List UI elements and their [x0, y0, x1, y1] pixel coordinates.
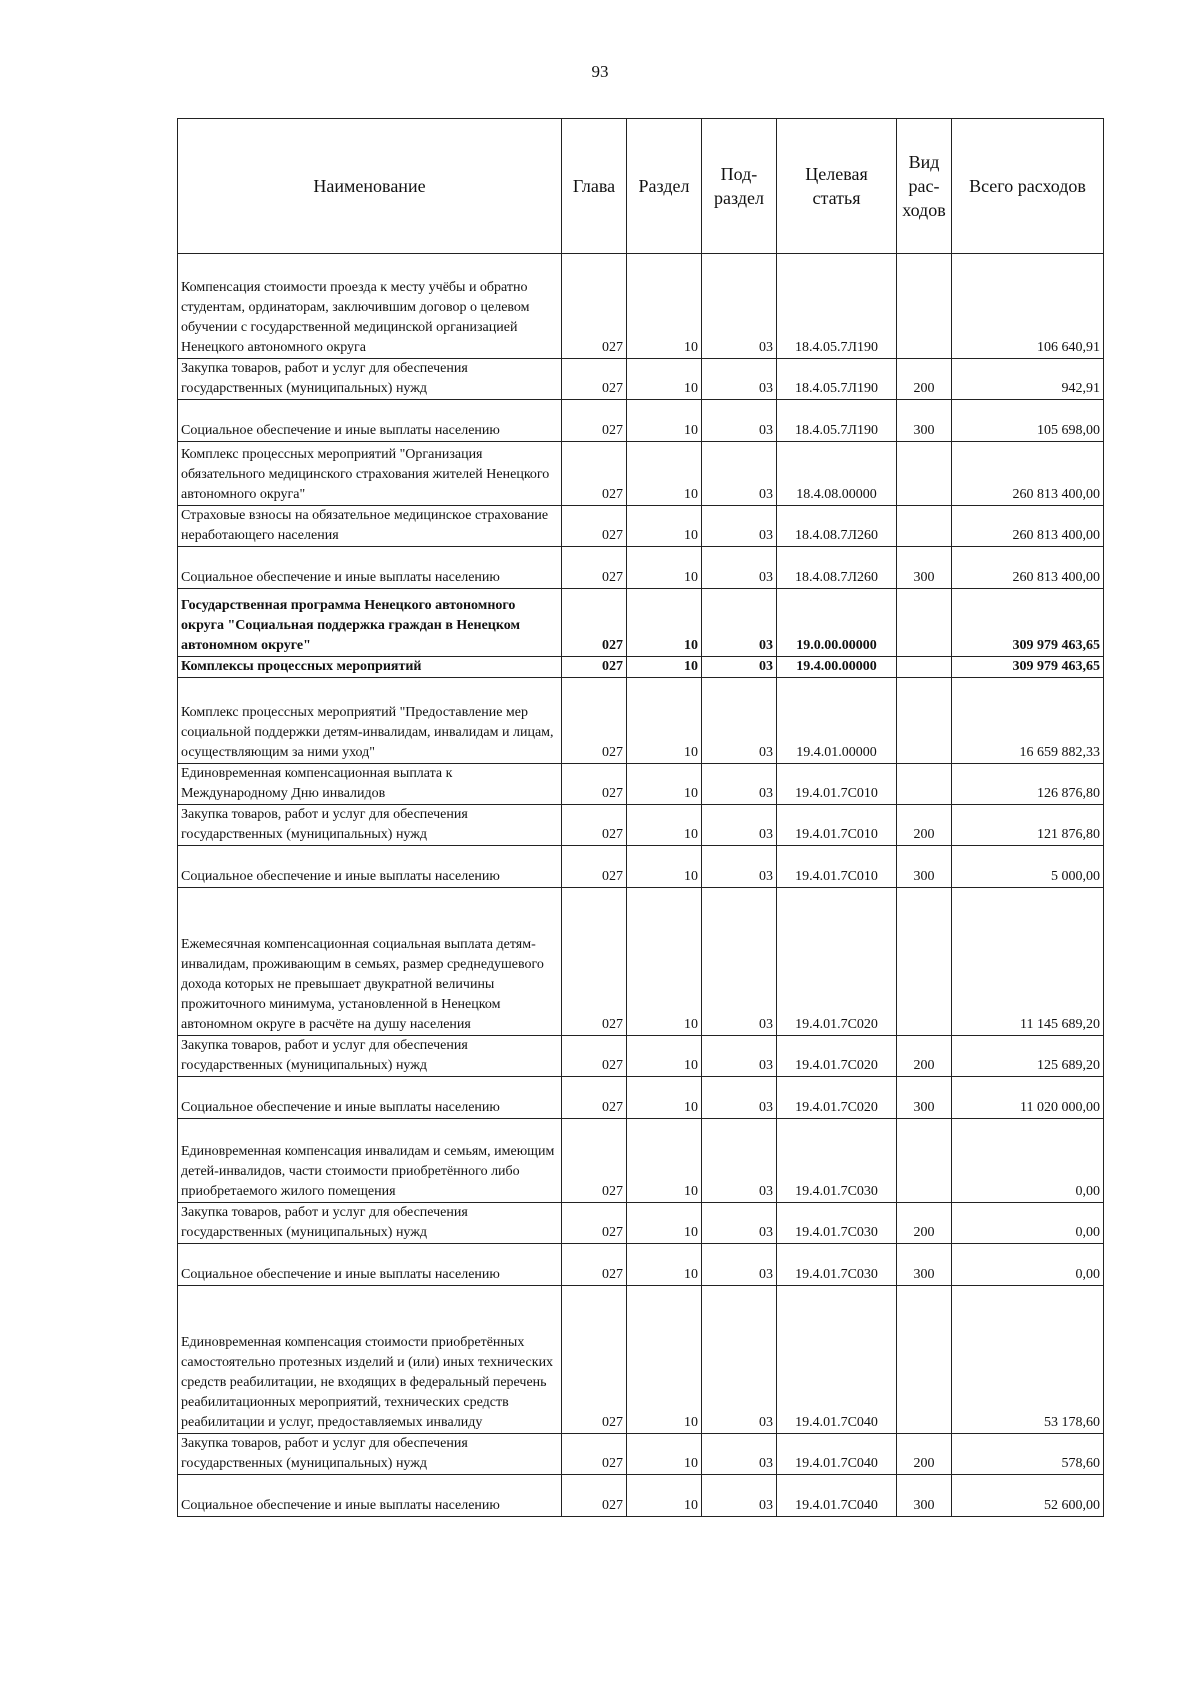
- row-target-cell: 19.4.00.00000: [777, 657, 897, 678]
- table-row: [178, 1434, 1104, 1475]
- row-name-cell: Страховые взносы на обязательное медицинское страхование неработающего населения: [178, 506, 562, 547]
- row-chapter-cell: 027: [562, 1119, 627, 1203]
- row-chapter-cell: 027: [562, 506, 627, 547]
- row-chapter-cell: 027: [562, 678, 627, 764]
- row-chapter-cell: 027: [562, 657, 627, 678]
- page-number: 93: [591, 62, 609, 81]
- row-section-cell: 10: [627, 547, 702, 589]
- table-row: [178, 506, 1104, 547]
- row-type-cell: [897, 506, 952, 547]
- row-section-cell: 10: [627, 1475, 702, 1517]
- row-subsection-cell: 03: [702, 657, 777, 678]
- row-target-cell: 19.4.01.7С020: [777, 1077, 897, 1119]
- header-target: Целевая статья: [777, 119, 897, 254]
- row-name-cell: Социальное обеспечение и иные выплаты населению: [178, 547, 562, 589]
- row-total-cell: 53 178,60: [952, 1286, 1104, 1434]
- row-name-cell: Комплекс процессных мероприятий "Предоставление мер социальной поддержки детям-инвалидам, инвалидам и лицам, осуществляющим за ними уход": [178, 678, 562, 764]
- row-target-cell: 19.4.01.7С010: [777, 846, 897, 888]
- table-row: [178, 805, 1104, 846]
- row-name-cell: Единовременная компенсационная выплата к Международному Дню инвалидов: [178, 764, 562, 805]
- header-type: Вид рас-ходов: [897, 119, 952, 254]
- row-target-cell: 19.4.01.7С030: [777, 1244, 897, 1286]
- row-subsection-cell: 03: [702, 764, 777, 805]
- row-chapter-cell: 027: [562, 1203, 627, 1244]
- row-total-cell: 105 698,00: [952, 400, 1104, 442]
- row-target-cell: 19.4.01.7С020: [777, 1036, 897, 1077]
- row-chapter-cell: 027: [562, 442, 627, 506]
- row-type-cell: [897, 657, 952, 678]
- row-target-cell: 18.4.08.00000: [777, 442, 897, 506]
- header-name: Наименование: [178, 119, 562, 254]
- row-section-cell: 10: [627, 1036, 702, 1077]
- row-section-cell: 10: [627, 400, 702, 442]
- row-chapter-cell: 027: [562, 547, 627, 589]
- table-row: [178, 1036, 1104, 1077]
- row-target-cell: 18.4.08.7Л260: [777, 506, 897, 547]
- row-chapter-cell: 027: [562, 254, 627, 359]
- row-name-cell: Комплекс процессных мероприятий "Организация обязательного медицинского страхования жителей Ненецкого автономного округа": [178, 442, 562, 506]
- row-total-cell: 260 813 400,00: [952, 506, 1104, 547]
- row-section-cell: 10: [627, 1244, 702, 1286]
- table-row: [178, 547, 1104, 589]
- table-row: [178, 254, 1104, 359]
- row-chapter-cell: 027: [562, 805, 627, 846]
- row-section-cell: 10: [627, 1203, 702, 1244]
- row-total-cell: 260 813 400,00: [952, 547, 1104, 589]
- row-subsection-cell: 03: [702, 400, 777, 442]
- row-chapter-cell: 027: [562, 764, 627, 805]
- row-total-cell: 125 689,20: [952, 1036, 1104, 1077]
- table-row: [178, 589, 1104, 657]
- header-chapter: Глава: [562, 119, 627, 254]
- row-name-cell: Закупка товаров, работ и услуг для обеспечения государственных (муниципальных) нужд: [178, 805, 562, 846]
- header-total: Всего расходов: [952, 119, 1104, 254]
- row-total-cell: 5 000,00: [952, 846, 1104, 888]
- row-target-cell: 19.4.01.00000: [777, 678, 897, 764]
- row-name-cell: Государственная программа Ненецкого автономного округа "Социальная поддержка граждан в Ненецком автономном округе": [178, 589, 562, 657]
- row-chapter-cell: 027: [562, 359, 627, 400]
- row-chapter-cell: 027: [562, 1077, 627, 1119]
- budget-table: [177, 118, 1104, 1517]
- row-target-cell: 19.4.01.7С030: [777, 1203, 897, 1244]
- table-row: [178, 657, 1104, 678]
- row-type-cell: 300: [897, 1244, 952, 1286]
- header-subsection: Под-раздел: [702, 119, 777, 254]
- row-section-cell: 10: [627, 1077, 702, 1119]
- table-row: [178, 442, 1104, 506]
- row-type-cell: [897, 764, 952, 805]
- row-subsection-cell: 03: [702, 589, 777, 657]
- row-subsection-cell: 03: [702, 888, 777, 1036]
- row-section-cell: 10: [627, 359, 702, 400]
- row-name-cell: Социальное обеспечение и иные выплаты населению: [178, 846, 562, 888]
- row-target-cell: 19.4.01.7С020: [777, 888, 897, 1036]
- row-name-cell: Социальное обеспечение и иные выплаты населению: [178, 1077, 562, 1119]
- row-section-cell: 10: [627, 846, 702, 888]
- row-total-cell: 126 876,80: [952, 764, 1104, 805]
- row-total-cell: 11 145 689,20: [952, 888, 1104, 1036]
- row-total-cell: 52 600,00: [952, 1475, 1104, 1517]
- row-type-cell: [897, 888, 952, 1036]
- row-target-cell: 19.4.01.7С010: [777, 764, 897, 805]
- row-total-cell: 121 876,80: [952, 805, 1104, 846]
- row-chapter-cell: 027: [562, 1036, 627, 1077]
- row-name-cell: Социальное обеспечение и иные выплаты населению: [178, 1475, 562, 1517]
- row-chapter-cell: 027: [562, 1286, 627, 1434]
- table-body: [178, 254, 1104, 1517]
- row-subsection-cell: 03: [702, 805, 777, 846]
- row-target-cell: 18.4.08.7Л260: [777, 547, 897, 589]
- row-target-cell: 19.4.01.7С030: [777, 1119, 897, 1203]
- row-total-cell: 11 020 000,00: [952, 1077, 1104, 1119]
- row-type-cell: 300: [897, 400, 952, 442]
- row-name-cell: Компенсация стоимости проезда к месту учёбы и обратно студентам, ординаторам, заключившим договор о целевом обучении с государственной медицинской организацией Ненецкого автономного округа: [178, 254, 562, 359]
- row-subsection-cell: 03: [702, 846, 777, 888]
- row-total-cell: 309 979 463,65: [952, 657, 1104, 678]
- row-section-cell: 10: [627, 764, 702, 805]
- row-chapter-cell: 027: [562, 400, 627, 442]
- row-target-cell: 18.4.05.7Л190: [777, 359, 897, 400]
- row-section-cell: 10: [627, 805, 702, 846]
- row-section-cell: 10: [627, 657, 702, 678]
- row-type-cell: 200: [897, 1434, 952, 1475]
- row-type-cell: [897, 1119, 952, 1203]
- row-chapter-cell: 027: [562, 1475, 627, 1517]
- row-total-cell: 0,00: [952, 1244, 1104, 1286]
- row-subsection-cell: 03: [702, 1036, 777, 1077]
- row-total-cell: 942,91: [952, 359, 1104, 400]
- row-total-cell: 0,00: [952, 1119, 1104, 1203]
- row-chapter-cell: 027: [562, 1434, 627, 1475]
- row-chapter-cell: 027: [562, 846, 627, 888]
- row-subsection-cell: 03: [702, 1203, 777, 1244]
- row-section-cell: 10: [627, 589, 702, 657]
- table-row: [178, 764, 1104, 805]
- row-section-cell: 10: [627, 1434, 702, 1475]
- table-header-row: [178, 119, 1104, 254]
- row-section-cell: 10: [627, 506, 702, 547]
- row-target-cell: 18.4.05.7Л190: [777, 400, 897, 442]
- row-section-cell: 10: [627, 254, 702, 359]
- row-chapter-cell: 027: [562, 888, 627, 1036]
- row-type-cell: [897, 1286, 952, 1434]
- row-subsection-cell: 03: [702, 1119, 777, 1203]
- header-section: Раздел: [627, 119, 702, 254]
- table-row: [178, 1077, 1104, 1119]
- table-row: [178, 1203, 1104, 1244]
- row-type-cell: 200: [897, 359, 952, 400]
- row-type-cell: [897, 678, 952, 764]
- row-subsection-cell: 03: [702, 506, 777, 547]
- table-row: [178, 1286, 1104, 1434]
- row-target-cell: 19.4.01.7С040: [777, 1286, 897, 1434]
- row-type-cell: 300: [897, 846, 952, 888]
- table-row: [178, 1475, 1104, 1517]
- row-name-cell: Единовременная компенсация стоимости приобретённых самостоятельно протезных изделий и (или) иных технических средств реабилитации, не входящих в федеральный перечень реабилитационных мероприятий, технических средств реабилитации и услуг, предоставляемых инвалиду: [178, 1286, 562, 1434]
- row-type-cell: 300: [897, 1077, 952, 1119]
- row-type-cell: 300: [897, 547, 952, 589]
- row-chapter-cell: 027: [562, 589, 627, 657]
- row-type-cell: [897, 589, 952, 657]
- row-target-cell: 19.4.01.7С040: [777, 1475, 897, 1517]
- row-chapter-cell: 027: [562, 1244, 627, 1286]
- table-row: [178, 846, 1104, 888]
- row-total-cell: 578,60: [952, 1434, 1104, 1475]
- row-section-cell: 10: [627, 442, 702, 506]
- row-subsection-cell: 03: [702, 359, 777, 400]
- row-total-cell: 106 640,91: [952, 254, 1104, 359]
- row-subsection-cell: 03: [702, 1286, 777, 1434]
- table-row: [178, 1119, 1104, 1203]
- row-subsection-cell: 03: [702, 678, 777, 764]
- row-type-cell: [897, 442, 952, 506]
- table-row: [178, 678, 1104, 764]
- row-name-cell: Закупка товаров, работ и услуг для обеспечения государственных (муниципальных) нужд: [178, 1434, 562, 1475]
- row-type-cell: 200: [897, 1203, 952, 1244]
- table-row: [178, 1244, 1104, 1286]
- row-section-cell: 10: [627, 678, 702, 764]
- row-type-cell: 200: [897, 1036, 952, 1077]
- row-subsection-cell: 03: [702, 442, 777, 506]
- row-section-cell: 10: [627, 1286, 702, 1434]
- row-total-cell: 309 979 463,65: [952, 589, 1104, 657]
- row-subsection-cell: 03: [702, 1434, 777, 1475]
- table-row: [178, 400, 1104, 442]
- row-name-cell: Социальное обеспечение и иные выплаты населению: [178, 1244, 562, 1286]
- row-target-cell: 19.4.01.7С040: [777, 1434, 897, 1475]
- row-subsection-cell: 03: [702, 1244, 777, 1286]
- row-name-cell: Социальное обеспечение и иные выплаты населению: [178, 400, 562, 442]
- row-name-cell: Закупка товаров, работ и услуг для обеспечения государственных (муниципальных) нужд: [178, 359, 562, 400]
- row-subsection-cell: 03: [702, 547, 777, 589]
- row-total-cell: 16 659 882,33: [952, 678, 1104, 764]
- row-section-cell: 10: [627, 888, 702, 1036]
- row-name-cell: Комплексы процессных мероприятий: [178, 657, 562, 678]
- row-name-cell: Закупка товаров, работ и услуг для обеспечения государственных (муниципальных) нужд: [178, 1203, 562, 1244]
- row-name-cell: Ежемесячная компенсационная социальная выплата детям-инвалидам, проживающим в семьях, размер среднедушевого дохода которых не превышает двукратной величины прожиточного минимума, установленной в Ненецком автономном округе в расчёте на душу населения: [178, 888, 562, 1036]
- row-total-cell: 0,00: [952, 1203, 1104, 1244]
- row-target-cell: 19.0.00.00000: [777, 589, 897, 657]
- table-row: [178, 359, 1104, 400]
- row-type-cell: 200: [897, 805, 952, 846]
- row-type-cell: [897, 254, 952, 359]
- row-target-cell: 19.4.01.7С010: [777, 805, 897, 846]
- row-name-cell: Единовременная компенсация инвалидам и семьям, имеющим детей-инвалидов, части стоимости приобретённого либо приобретаемого жилого помещения: [178, 1119, 562, 1203]
- row-name-cell: Закупка товаров, работ и услуг для обеспечения государственных (муниципальных) нужд: [178, 1036, 562, 1077]
- row-type-cell: 300: [897, 1475, 952, 1517]
- row-total-cell: 260 813 400,00: [952, 442, 1104, 506]
- table-row: [178, 888, 1104, 1036]
- row-target-cell: 18.4.05.7Л190: [777, 254, 897, 359]
- row-section-cell: 10: [627, 1119, 702, 1203]
- row-subsection-cell: 03: [702, 254, 777, 359]
- row-subsection-cell: 03: [702, 1475, 777, 1517]
- row-subsection-cell: 03: [702, 1077, 777, 1119]
